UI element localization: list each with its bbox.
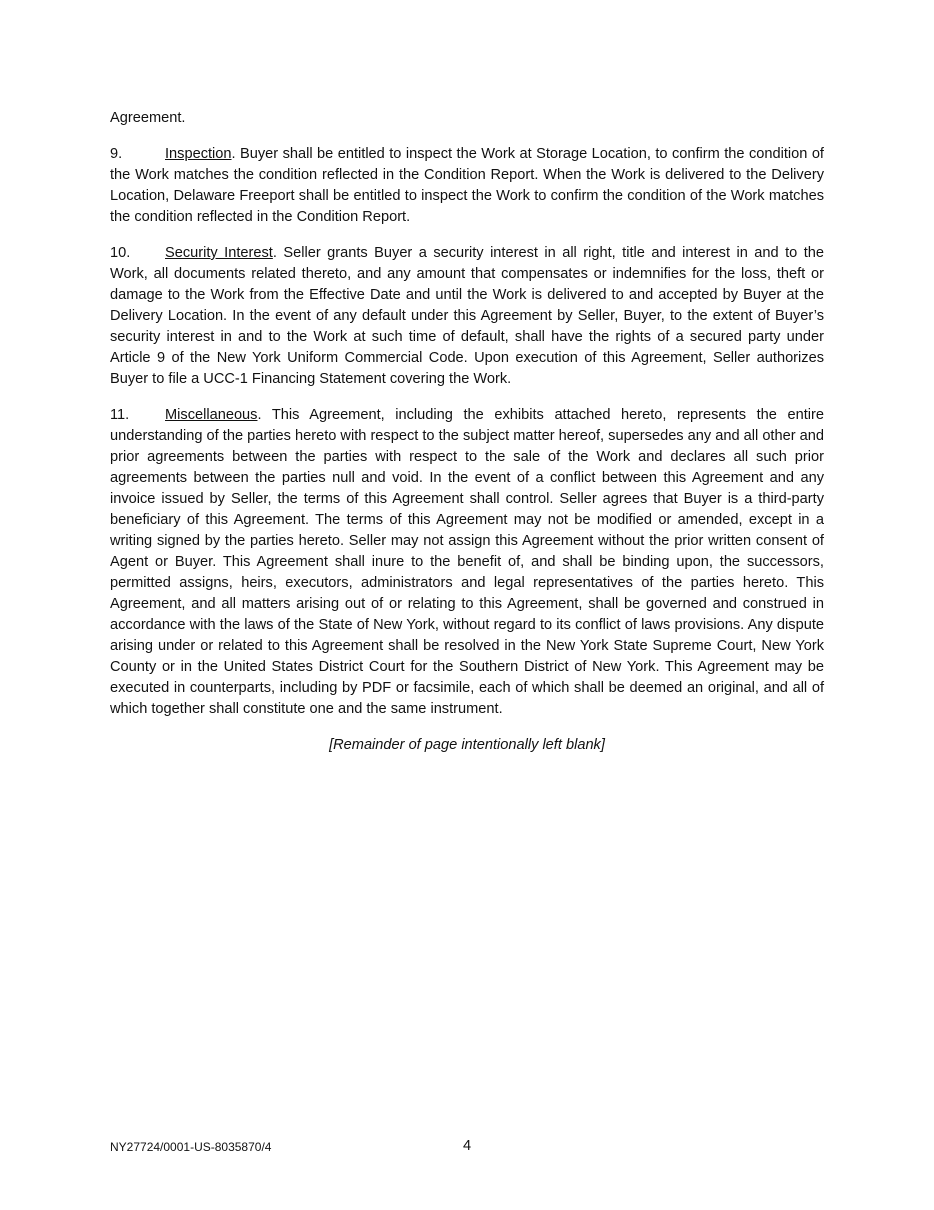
section-number: 11. — [110, 407, 130, 423]
section-heading-punct: . — [272, 245, 277, 261]
section-heading: Inspection — [165, 146, 232, 162]
continuation-text: Agreement. — [110, 110, 186, 126]
document-page — [110, 108, 824, 771]
section-heading: Security Interest — [165, 245, 273, 261]
page-number: 4 — [463, 1138, 472, 1154]
section-10-security-interest — [110, 243, 824, 390]
section-heading-punct: . — [257, 407, 262, 423]
footer-document-id: NY27724/0001-US-8035870/4 — [110, 1140, 272, 1154]
section-body: Buyer shall be entitled to inspect the Work at Storage Location, to confirm the condition of the Work matches the condition reflected in the Condition Report. When the Work is delivered to the Delivery Location, Delaware Freeport shall be entitled to inspect the Work to confirm the condition of the Work matches the condition reflected in the Condition Report. — [110, 146, 824, 225]
section-body: Seller grants Buyer a security interest in all right, title and interest in and to the Work, all documents related thereto, and any amount that compensates or indemnifies for the loss, theft or damage to the Work from the Effective Date and until the Work is delivered to and accepted by Buyer at the Delivery Location. In the event of any default under this Agreement by Seller, Buyer, to the extent of Buyer’s security interest in and to the Work at such time of default, shall have the rights of a secured party under Article 9 of the New York Uniform Commercial Code. Upon execution of this Agreement, Seller authorizes Buyer to file a UCC-1 Financing Statement covering the Work. — [110, 245, 825, 387]
section-heading-punct: . — [231, 146, 236, 162]
section-11-miscellaneous — [110, 405, 824, 720]
section-number: 10. — [110, 245, 131, 261]
remainder-note: [Remainder of page intentionally left blank] — [329, 737, 605, 753]
section-body: This Agreement, including the exhibits attached hereto, represents the entire understanding of the parties hereto with respect to the subject matter hereof, supersedes any and all other and prior agreements between the parties with respect to the sale of the Work and declares all such prior agreements between the parties null and void. In the event of a conflict between this Agreement and any invoice issued by Seller, the terms of this Agreement shall control. Seller agrees that Buyer is a third-party beneficiary of this Agreement. The terms of this Agreement may not be modified or amended, except in a writing signed by the parties hereto. Seller may not assign this Agreement without the prior written consent of Agent or Buyer. This Agreement shall inure to the benefit of, and shall be binding upon, the successors, permitted assigns, heirs, executors, administrators and legal representatives of the parties hereto. This Agreement, and all matters arising out of or relating to this Agreement, shall be governed and construed in accordance with the laws of the State of New York, without regard to its conflict of laws provisions. Any dispute arising under or related to this Agreement shall be resolved in the New York State Supreme Court, New York County or in the United States District Court for the Southern District of New York. This Agreement may be executed in counterparts, including by PDF or facsimile, each of which shall be deemed an original, and all of which together shall constitute one and the same instrument. — [110, 407, 824, 717]
section-heading: Miscellaneous — [165, 407, 258, 423]
section-number: 9. — [110, 146, 123, 162]
section-9-inspection — [110, 144, 824, 228]
